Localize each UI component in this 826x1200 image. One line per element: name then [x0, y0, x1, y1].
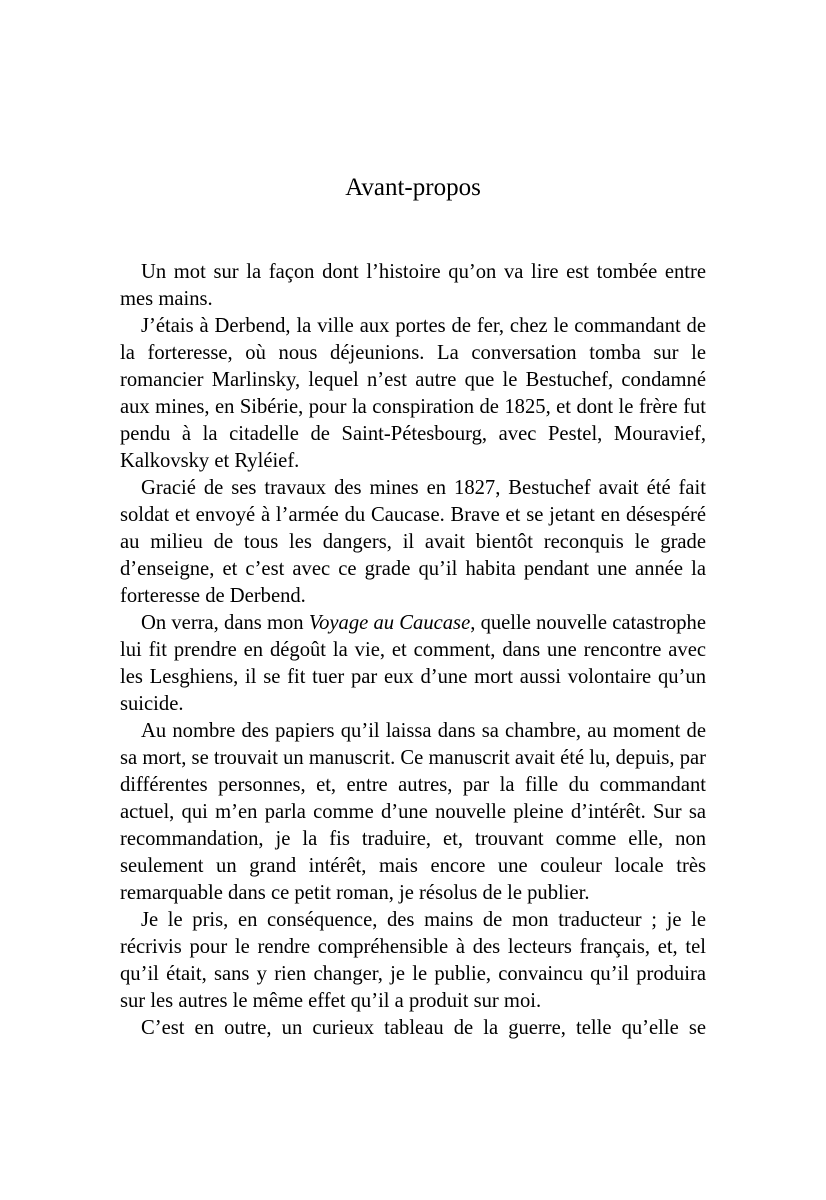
- book-title-italic: Voyage au Caucase: [308, 612, 471, 634]
- paragraph-5: Au nombre des papiers qu’il laissa dans sa chambre, au moment de sa mort, se trouvait un manuscrit. Ce manuscrit avait été lu, depuis, par différentes personnes, et, entre autres, par la fille du commandant actuel, qui m’en parla comme d’une nouvelle pleine d’intérêt. Sur sa recommandation, je la fis traduire, et, trouvant comme elle, non seulement un grand intérêt, mais encore une couleur locale très remarquable dans ce petit roman, je résolus de le publier.: [120, 720, 706, 904]
- body-text: [120, 259, 706, 1042]
- paragraph-3: Gracié de ses travaux des mines en 1827, Bestuchef avait été fait soldat et envoyé à l’armée du Caucase. Brave et se jetant en désespéré au milieu de tous les dangers, il avait bientôt reconquis le grade d’enseigne, et c’est avec ce grade qu’il habita pendant une année la forteresse de Derbend.: [120, 477, 706, 607]
- page-title: Avant-propos: [345, 174, 481, 201]
- paragraph-4: [120, 610, 706, 718]
- paragraph-4-before: On verra, dans mon: [141, 612, 309, 634]
- paragraph-4-after: , quelle nouvelle catastrophe lui fit prendre en dégoût la vie, et comment, dans une rencontre avec les Lesghiens, il se fit tuer par eux d’une mort aussi volontaire qu’un suicide.: [120, 612, 706, 715]
- paragraph-1: Un mot sur la façon dont l’histoire qu’on va lire est tombée entre mes mains.: [120, 261, 706, 310]
- paragraph-6: Je le pris, en conséquence, des mains de mon traducteur ; je le récrivis pour le rendre compréhensible à des lecteurs français, et, tel qu’il était, sans y rien changer, je le publie, convaincu qu’il produira sur les autres le même effet qu’il a produit sur moi.: [120, 909, 706, 1012]
- paragraph-7: C’est en outre, un curieux tableau de la guerre, telle qu’elle se: [141, 1017, 706, 1039]
- paragraph-2: J’étais à Derbend, la ville aux portes de fer, chez le commandant de la forteresse, où nous déjeunions. La conversation tomba sur le romancier Marlinsky, lequel n’est autre que le Bestuchef, condamné aux mines, en Sibérie, pour la conspiration de 1825, et dont le frère fut pendu à la citadelle de Saint-Pétesbourg, avec Pestel, Mouravief, Kalkovsky et Ryléief.: [120, 315, 706, 472]
